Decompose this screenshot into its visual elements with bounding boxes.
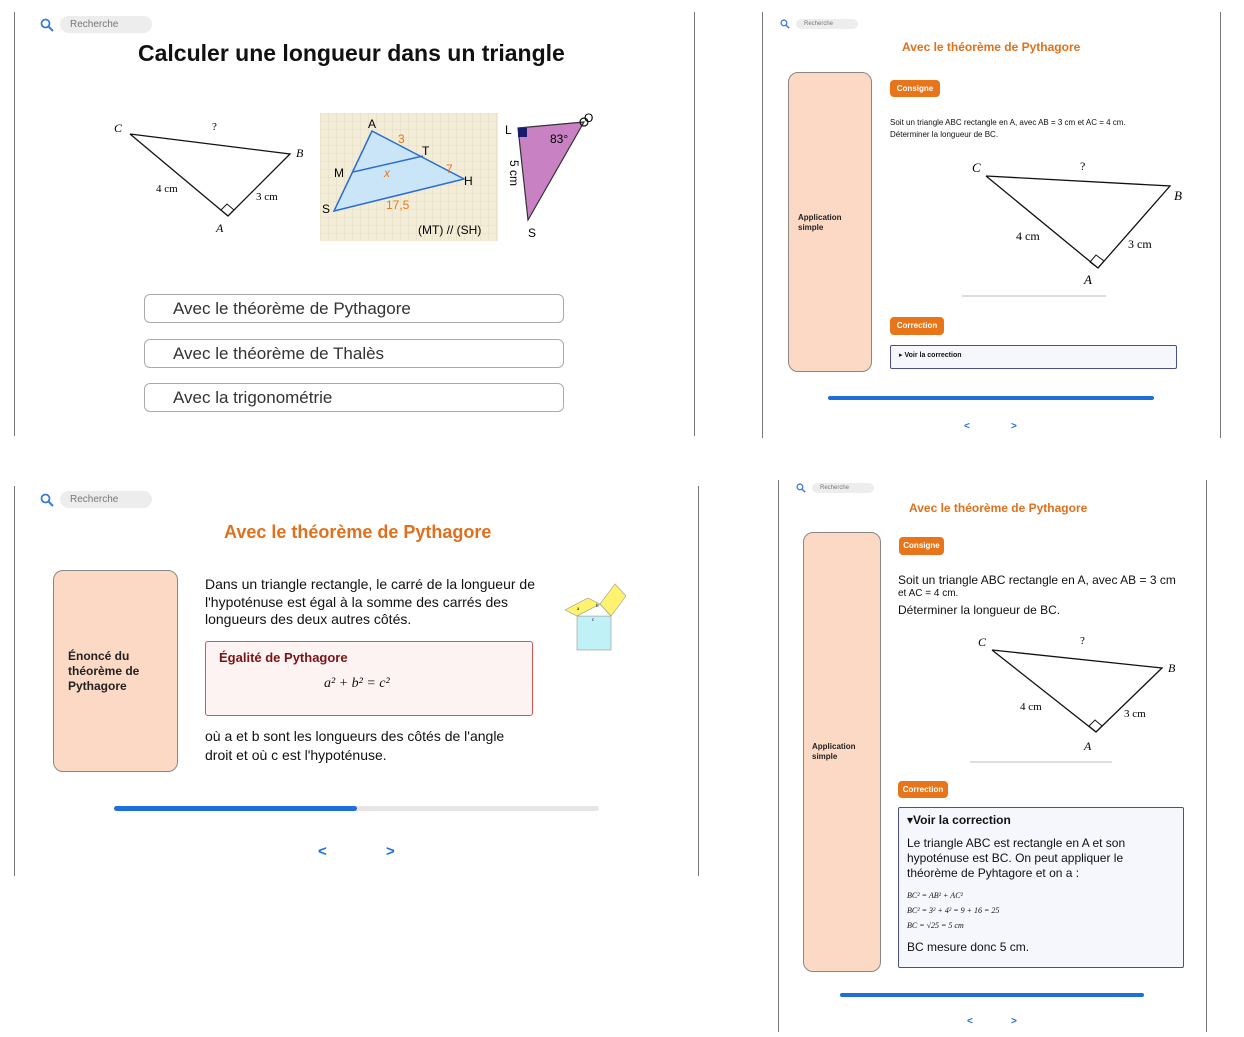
page-title: Calculer une longueur dans un triangle (138, 40, 565, 66)
pythagore-formula: a² + b² = c² (324, 676, 390, 691)
vertex-label: B (296, 146, 304, 160)
theorem-note: où a et b sont les longueurs des côtés de l'angle droit et où c est l'hypoténuse. (205, 728, 505, 763)
pythagore-box-title: Égalité de Pythagore (219, 650, 348, 665)
side-label: 5 cm (507, 160, 521, 187)
correction-conclusion: BC mesure donc 5 cm. (907, 940, 1030, 954)
side-label: 3 cm (1128, 237, 1152, 251)
side-card (53, 570, 178, 772)
side-label: 4 cm (1016, 229, 1040, 243)
next-button[interactable]: > (1011, 421, 1017, 432)
search-icon (40, 493, 54, 507)
panel2-right-border (1220, 12, 1221, 438)
prev-button[interactable]: < (964, 421, 970, 432)
correction-panel (898, 807, 1184, 968)
panel3-right-border (698, 486, 699, 876)
vertex-label: B (1174, 188, 1182, 203)
choice-pythagore-button[interactable] (144, 294, 564, 323)
panel3-left-border (14, 486, 15, 876)
instruction-line: et AC = 4 cm. (898, 588, 959, 599)
equation-line: BC = √25 = 5 cm (907, 921, 964, 930)
vertex-label: A (368, 117, 377, 131)
pythagore-squares-icon (560, 570, 640, 656)
icon-letter: c (592, 618, 595, 623)
search-bar[interactable] (796, 483, 874, 493)
voir-correction-toggle[interactable] (890, 345, 1177, 369)
choice-label: Avec le théorème de Pythagore (173, 298, 411, 318)
search-icon (796, 483, 806, 493)
trigo-figure (500, 110, 600, 242)
icon-letter: b (596, 604, 599, 609)
search-bar[interactable] (780, 19, 858, 29)
vertex-label: S (322, 202, 331, 216)
pythagore-box (205, 641, 533, 716)
side-label: 4 cm (1020, 701, 1042, 713)
choice-label: Avec la trigonométrie (173, 387, 333, 407)
search-input[interactable]: Recherche (60, 16, 152, 33)
next-button[interactable]: > (386, 843, 395, 860)
side-card-label: Application simple (812, 742, 856, 761)
prev-button[interactable]: < (318, 843, 327, 860)
correction-text: Le triangle ABC est rectangle en A et son hypoténuse est BC. On peut appliquer le théorème de Pyhtagore et on a : (907, 836, 1126, 880)
equation-line: BC² = AB² + AC² (907, 891, 963, 900)
thales-figure (320, 113, 498, 241)
side-card (788, 72, 872, 372)
triangle-figure (108, 112, 308, 242)
triangle-figure (958, 152, 1198, 300)
panel2-left-border (762, 12, 763, 438)
vertex-label: B (1168, 661, 1176, 675)
section-title: Avec le théorème de Pythagore (224, 522, 492, 542)
vertex-label: L (505, 123, 512, 137)
instruction-line: Déterminer la longueur de BC. (890, 130, 999, 139)
search-icon (780, 19, 790, 29)
consigne-badge: Consigne (890, 80, 940, 97)
section-title: Avec le théorème de Pythagore (902, 40, 1081, 54)
instruction-line: Soit un triangle ABC rectangle en A, avec AB = 3 cm (898, 573, 1176, 587)
vertex-label: O (584, 111, 594, 125)
vertex-label: A (1084, 272, 1092, 287)
progress-bar (840, 993, 1144, 997)
side-label: 3 cm (1124, 708, 1146, 720)
instruction-line: Soit un triangle ABC rectangle en A, avec AB = 3 cm et AC = 4 cm. (890, 118, 1126, 127)
unknown-label: ? (212, 121, 217, 133)
vertex-label: T (422, 144, 430, 158)
side-card-label: Énoncé du théorème de Pythagore (68, 649, 140, 693)
unknown-label: ? (1080, 159, 1086, 173)
panel4-right-border (1206, 480, 1207, 1032)
voir-correction-toggle[interactable]: ▾Voir la correction (907, 813, 1011, 827)
progress-fill (114, 806, 357, 811)
search-icon (40, 18, 54, 32)
choice-trigonometrie-button[interactable] (144, 383, 564, 412)
angle-label: 83° (550, 132, 569, 146)
choice-label: Avec le théorème de Thalès (173, 343, 385, 363)
search-input[interactable]: Recherche (60, 491, 152, 508)
vertex-label: H (464, 174, 473, 188)
x-label: x (384, 166, 390, 180)
vertex-label: A (216, 221, 224, 235)
vertex-label: A (1084, 739, 1092, 753)
icon-letter: a (577, 607, 580, 612)
correction-badge: Correction (890, 317, 944, 335)
unknown-label: ? (1080, 635, 1085, 647)
search-input[interactable]: Recherche (796, 19, 858, 29)
section-title: Avec le théorème de Pythagore (909, 501, 1088, 515)
value-label: 3 (398, 132, 405, 146)
side-label: 4 cm (156, 183, 178, 195)
side-card-label: Application simple (798, 213, 842, 232)
progress-track (114, 806, 599, 811)
equation-line: BC² = 3² + 4² = 9 + 16 = 25 (907, 906, 1000, 915)
instruction-line: Déterminer la longueur de BC. (898, 603, 1061, 617)
correction-badge: Correction (898, 781, 948, 798)
search-input[interactable]: Recherche (812, 483, 874, 493)
prev-button[interactable]: < (967, 1016, 973, 1027)
progress-bar (828, 396, 1154, 400)
consigne-badge: Consigne (899, 537, 944, 555)
panel4-left-border (778, 480, 779, 1032)
search-bar[interactable] (40, 16, 152, 33)
search-bar[interactable] (40, 491, 152, 508)
theorem-paragraph: Dans un triangle rectangle, le carré de la longueur de l'hypoténuse est égal à la somme des carrés des longueurs des deux autres côtés. (205, 576, 535, 627)
vertex-label: C (972, 160, 981, 175)
panel1-right-border (694, 12, 695, 436)
next-button[interactable]: > (1011, 1016, 1017, 1027)
voir-correction-label: ▸ Voir la correction (899, 352, 962, 359)
panel1-left-border (14, 12, 15, 436)
value-label: 17,5 (386, 198, 410, 212)
choice-thales-button[interactable] (144, 339, 564, 368)
parallel-caption: (MT) // (SH) (418, 223, 482, 237)
vertex-label: S (528, 226, 537, 240)
side-label: 3 cm (256, 191, 278, 203)
vertex-label: C (114, 121, 123, 135)
side-card (803, 532, 881, 972)
vertex-label: M (334, 166, 344, 180)
value-label: 7 (446, 162, 453, 176)
vertex-label: C (978, 635, 987, 649)
triangle-figure (966, 628, 1186, 768)
